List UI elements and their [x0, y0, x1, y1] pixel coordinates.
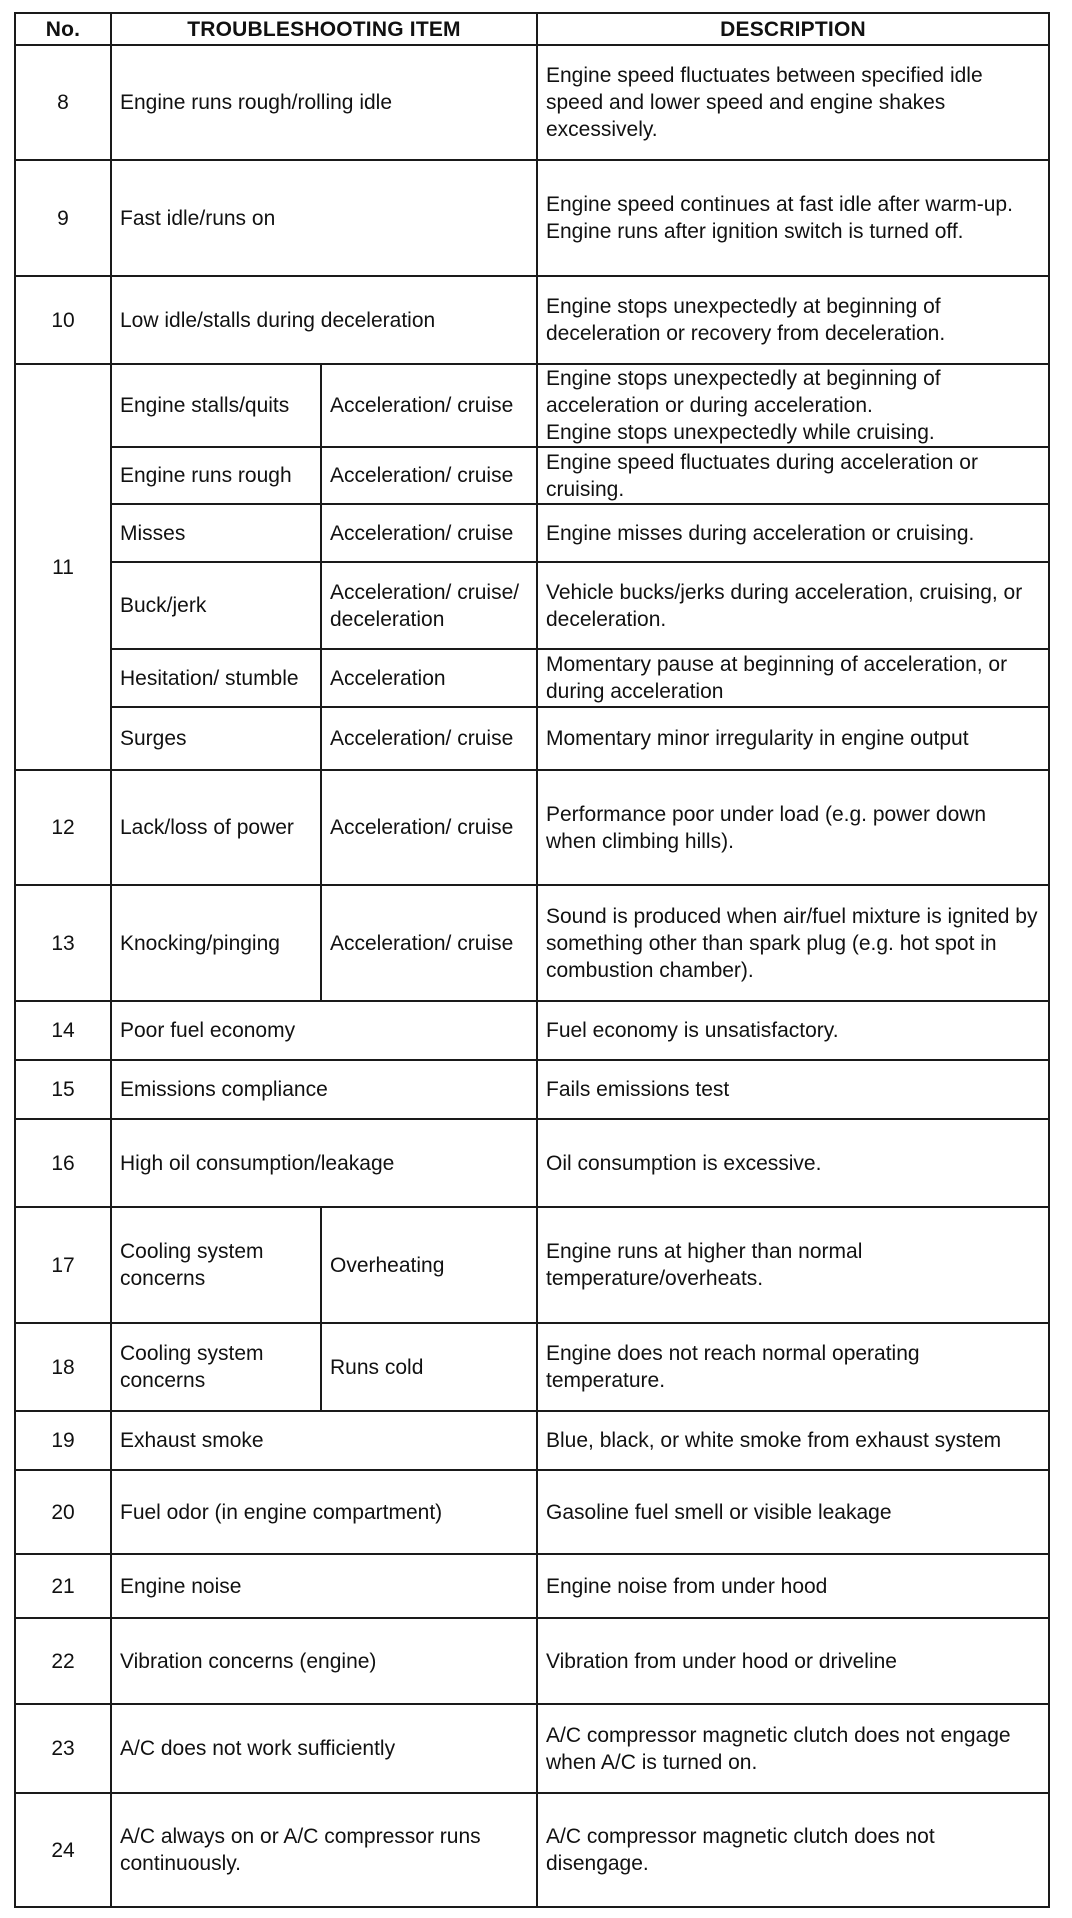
row-number: 19 — [15, 1411, 111, 1470]
troubleshooting-item: Engine runs rough/rolling idle — [111, 45, 537, 160]
description: Momentary pause at beginning of acceleration, or during acceleration — [537, 649, 1049, 707]
table-row — [15, 1470, 1049, 1554]
troubleshooting-item: Emissions compliance — [111, 1060, 537, 1119]
description: Engine speed fluctuates during acceleration or cruising. — [537, 447, 1049, 504]
troubleshooting-item: Knocking/pinging — [111, 885, 321, 1001]
troubleshooting-item: Misses — [111, 504, 321, 562]
description: Gasoline fuel smell or visible leakage — [537, 1470, 1049, 1554]
row-number: 17 — [15, 1207, 111, 1323]
table-row — [15, 1704, 1049, 1793]
header-troubleshooting-item: TROUBLESHOOTING ITEM — [111, 13, 537, 45]
row-number: 14 — [15, 1001, 111, 1060]
table-row — [15, 364, 1049, 447]
row-number: 22 — [15, 1618, 111, 1704]
description: A/C compressor magnetic clutch does not disengage. — [537, 1793, 1049, 1907]
troubleshooting-item: Lack/loss of power — [111, 770, 321, 885]
table-row — [15, 1411, 1049, 1470]
troubleshooting-item: Vibration concerns (engine) — [111, 1618, 537, 1704]
description: Momentary minor irregularity in engine output — [537, 707, 1049, 770]
table-row — [15, 1060, 1049, 1119]
row-number: 23 — [15, 1704, 111, 1793]
condition: Acceleration/ cruise — [321, 885, 537, 1001]
row-number: 10 — [15, 276, 111, 364]
table-row — [15, 1554, 1049, 1618]
troubleshooting-table — [14, 12, 1050, 1908]
troubleshooting-item: Poor fuel economy — [111, 1001, 537, 1060]
condition: Acceleration/ cruise — [321, 770, 537, 885]
description: Engine speed fluctuates between specified idle speed and lower speed and engine shakes excessively. — [537, 45, 1049, 160]
row-number: 24 — [15, 1793, 111, 1907]
table-row — [15, 276, 1049, 364]
description: Fails emissions test — [537, 1060, 1049, 1119]
table-row — [15, 1618, 1049, 1704]
row-number: 11 — [15, 364, 111, 770]
row-number: 18 — [15, 1323, 111, 1411]
row-number: 15 — [15, 1060, 111, 1119]
table-row — [15, 649, 1049, 707]
troubleshooting-page — [14, 12, 1048, 1908]
troubleshooting-item: Buck/jerk — [111, 562, 321, 649]
troubleshooting-item: Low idle/stalls during deceleration — [111, 276, 537, 364]
condition: Acceleration/ cruise — [321, 364, 537, 447]
table-row — [15, 770, 1049, 885]
table-row — [15, 562, 1049, 649]
row-number: 8 — [15, 45, 111, 160]
troubleshooting-item: High oil consumption/leakage — [111, 1119, 537, 1207]
table-row — [15, 447, 1049, 504]
table-row — [15, 1323, 1049, 1411]
table-row — [15, 504, 1049, 562]
condition: Acceleration/ cruise — [321, 447, 537, 504]
description: Engine runs at higher than normal temperature/overheats. — [537, 1207, 1049, 1323]
table-row — [15, 1793, 1049, 1907]
table-row — [15, 707, 1049, 770]
condition: Acceleration/ cruise — [321, 504, 537, 562]
description: Engine does not reach normal operating temperature. — [537, 1323, 1049, 1411]
troubleshooting-item: Fuel odor (in engine compartment) — [111, 1470, 537, 1554]
row-number: 20 — [15, 1470, 111, 1554]
description: Performance poor under load (e.g. power down when climbing hills). — [537, 770, 1049, 885]
troubleshooting-item: Engine stalls/quits — [111, 364, 321, 447]
condition: Acceleration/ cruise — [321, 707, 537, 770]
condition: Runs cold — [321, 1323, 537, 1411]
table-row — [15, 1001, 1049, 1060]
troubleshooting-item: Cooling system concerns — [111, 1323, 321, 1411]
description: Vibration from under hood or driveline — [537, 1618, 1049, 1704]
troubleshooting-item: Engine runs rough — [111, 447, 321, 504]
table-row — [15, 1119, 1049, 1207]
troubleshooting-item: Engine noise — [111, 1554, 537, 1618]
troubleshooting-item: A/C does not work sufficiently — [111, 1704, 537, 1793]
troubleshooting-item: Exhaust smoke — [111, 1411, 537, 1470]
description: Oil consumption is excessive. — [537, 1119, 1049, 1207]
table-row — [15, 885, 1049, 1001]
header-row — [15, 13, 1049, 45]
troubleshooting-item: A/C always on or A/C compressor runs continuously. — [111, 1793, 537, 1907]
description: Engine stops unexpectedly at beginning of deceleration or recovery from deceleration. — [537, 276, 1049, 364]
description: Sound is produced when air/fuel mixture is ignited by something other than spark plug (e.g. hot spot in combustion chamber). — [537, 885, 1049, 1001]
condition: Acceleration/ cruise/ deceleration — [321, 562, 537, 649]
description: Blue, black, or white smoke from exhaust system — [537, 1411, 1049, 1470]
condition: Acceleration — [321, 649, 537, 707]
description: Engine speed continues at fast idle after warm-up. Engine runs after ignition switch is turned off. — [537, 160, 1049, 276]
troubleshooting-item: Hesitation/ stumble — [111, 649, 321, 707]
header-no: No. — [15, 13, 111, 45]
troubleshooting-item: Cooling system concerns — [111, 1207, 321, 1323]
row-number: 9 — [15, 160, 111, 276]
troubleshooting-item: Surges — [111, 707, 321, 770]
row-number: 21 — [15, 1554, 111, 1618]
row-number: 16 — [15, 1119, 111, 1207]
description: Engine stops unexpectedly at beginning of acceleration or during acceleration. Engine stops unexpectedly while cruising. — [537, 364, 1049, 447]
condition: Overheating — [321, 1207, 537, 1323]
description: Engine noise from under hood — [537, 1554, 1049, 1618]
header-description: DESCRIPTION — [537, 13, 1049, 45]
description: Fuel economy is unsatisfactory. — [537, 1001, 1049, 1060]
table-row — [15, 1207, 1049, 1323]
description: A/C compressor magnetic clutch does not engage when A/C is turned on. — [537, 1704, 1049, 1793]
description: Engine misses during acceleration or cruising. — [537, 504, 1049, 562]
row-number: 12 — [15, 770, 111, 885]
table-row — [15, 45, 1049, 160]
row-number: 13 — [15, 885, 111, 1001]
troubleshooting-item: Fast idle/runs on — [111, 160, 537, 276]
description: Vehicle bucks/jerks during acceleration, cruising, or deceleration. — [537, 562, 1049, 649]
table-row — [15, 160, 1049, 276]
